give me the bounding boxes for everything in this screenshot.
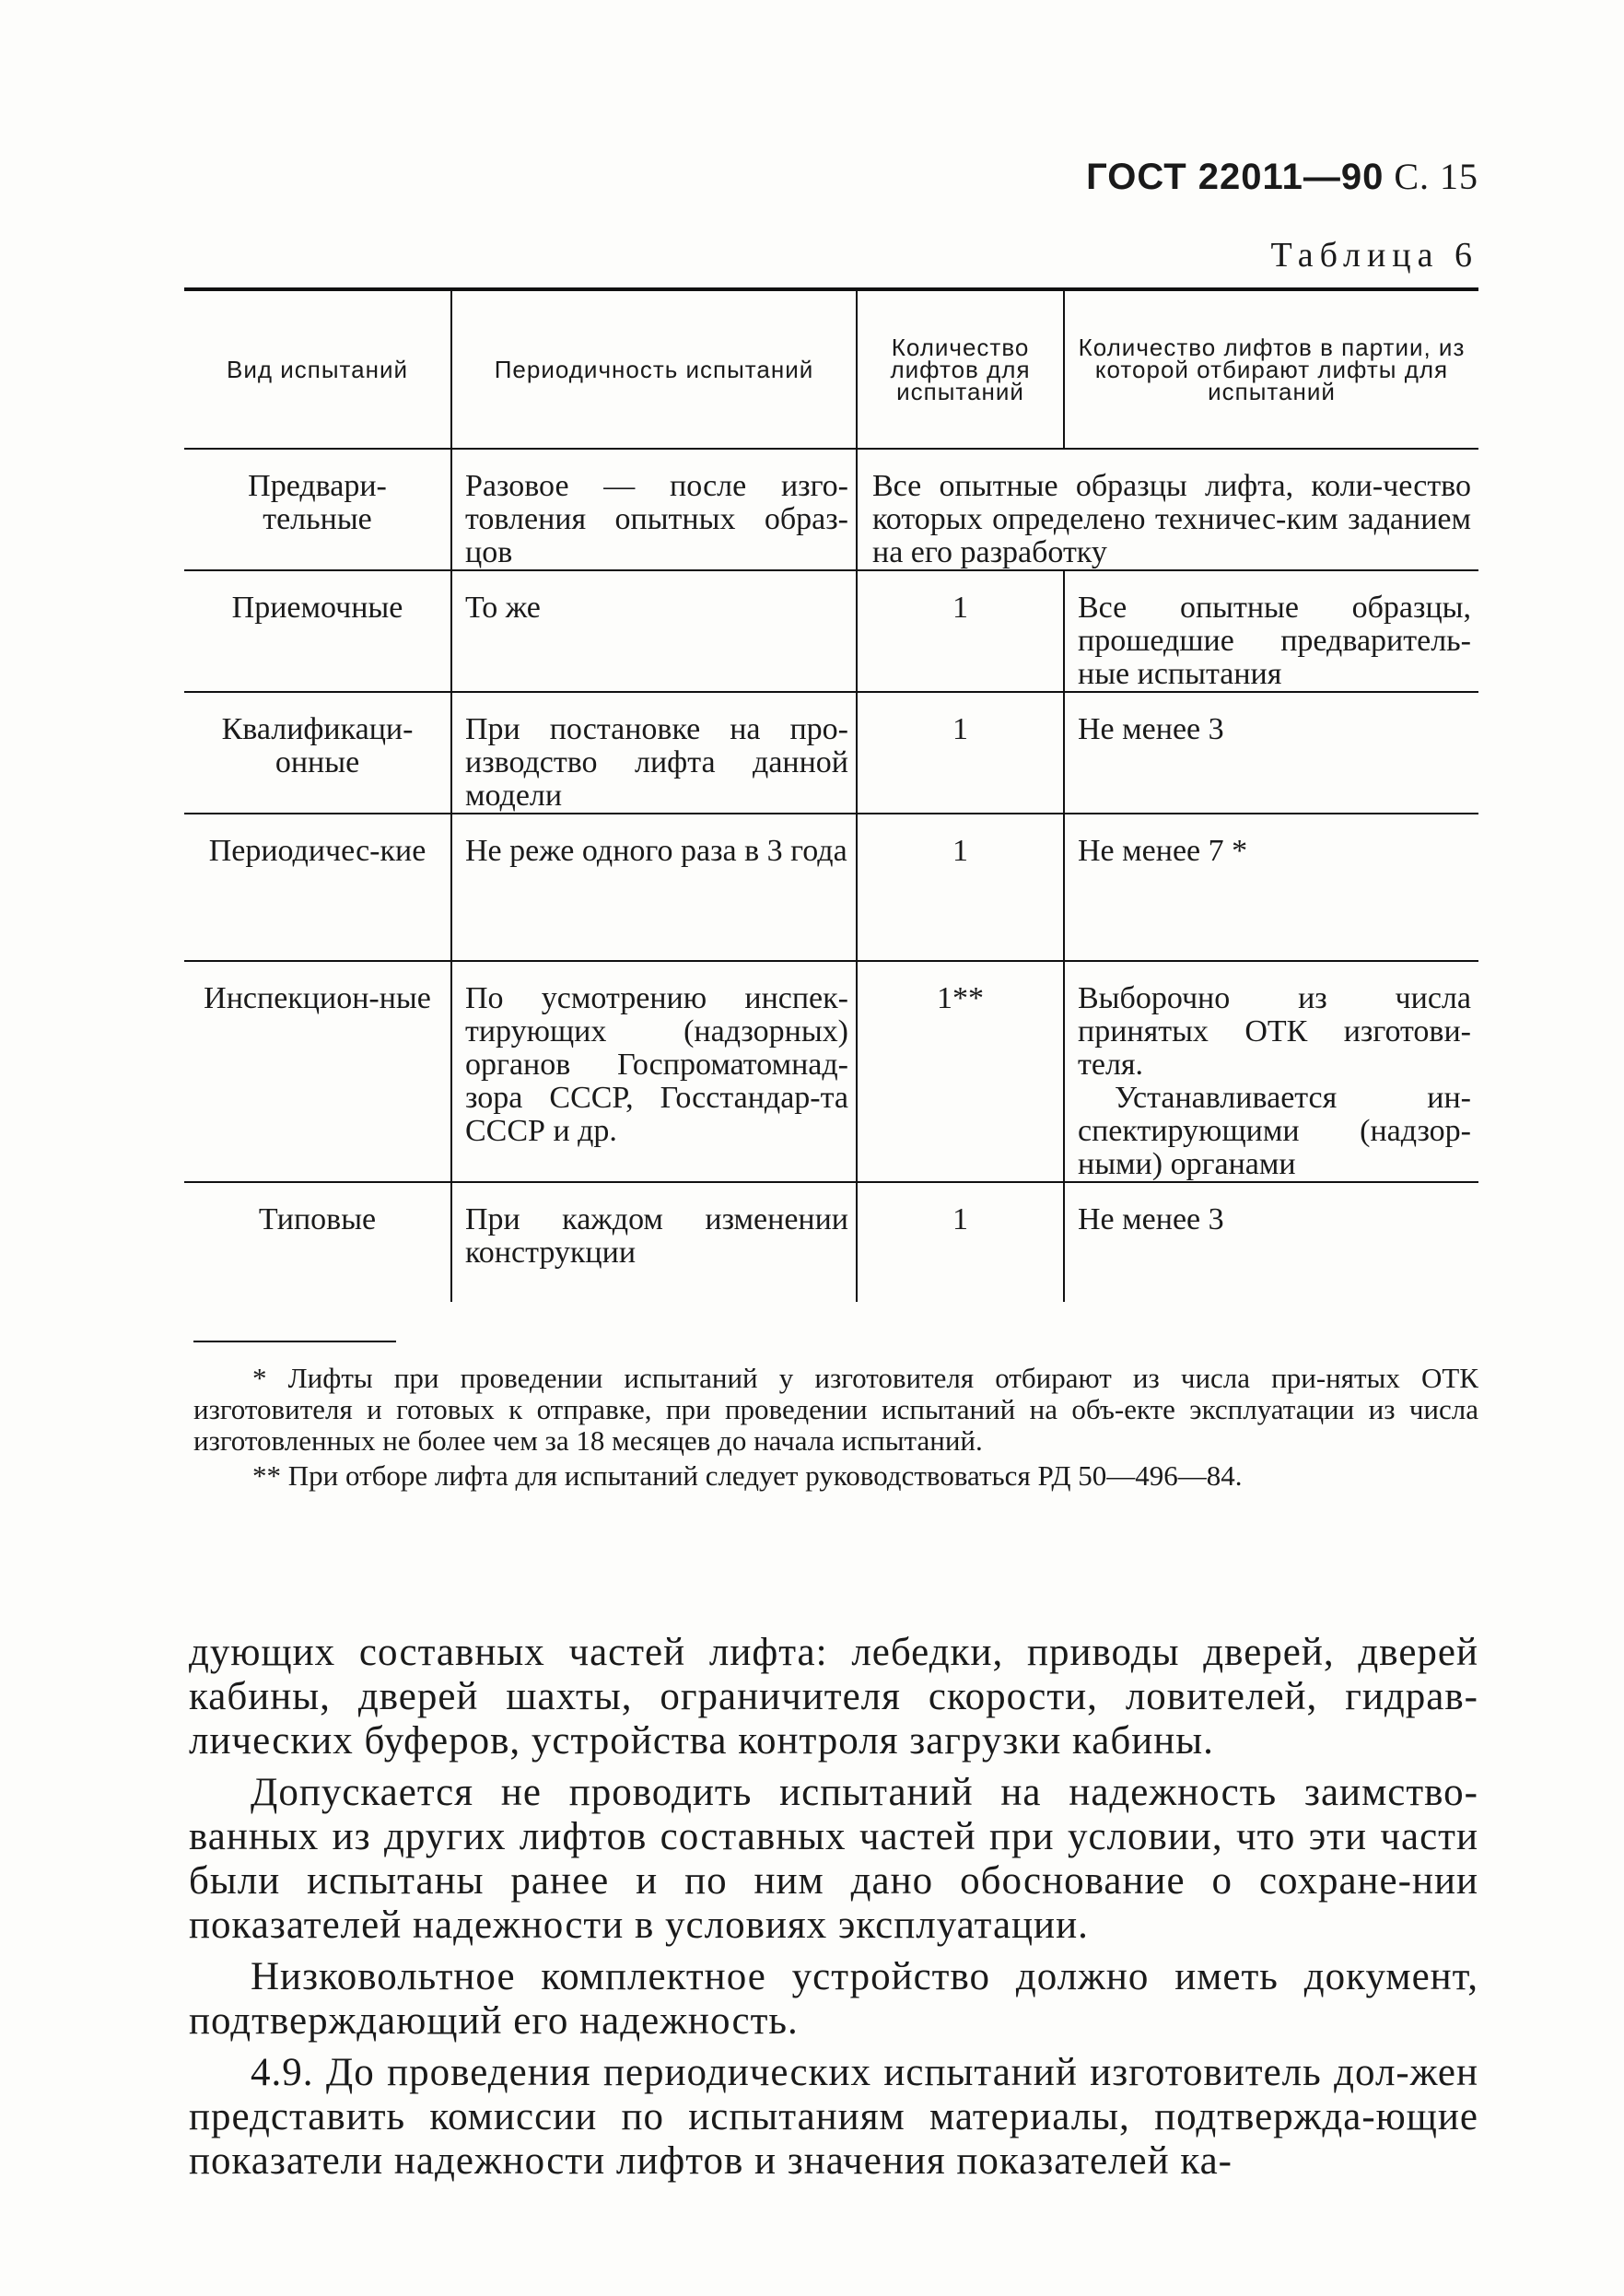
column-header-lot: Количество лифтов в партии, из которой отбирают лифты для испытаний (1064, 289, 1478, 449)
footnote: ** При отборе лифта для испытаний следует руководствоваться РД 50—496—84. (252, 1459, 1243, 1492)
table-header-row (184, 289, 1478, 449)
table-row (184, 961, 1478, 1182)
table-title: Таблица 6 (1270, 236, 1478, 275)
paragraph: дующих составных частей лифта: лебедки, приводы дверей, дверей кабины, дверей шахты, ограничителя скорости, ловителей, гидрав-лических буферов, устройства контроля загрузки кабины. (189, 1631, 1478, 1763)
count-cell: 1** (857, 961, 1064, 1182)
periodicity-cell: При постановке на про-изводство лифта данной модели (451, 692, 857, 814)
periodicity-cell: При каждом изменении конструкции (451, 1182, 857, 1302)
table-row (184, 570, 1478, 692)
count-cell: 1 (857, 1182, 1064, 1302)
lot-cell: Все опытные образцы, прошедшие предваритель-ные испытания (1064, 570, 1478, 692)
paragraph: Низковольтное комплектное устройство должно иметь документ, подтверждающий его надежность. (189, 1955, 1478, 2043)
table-row (184, 692, 1478, 814)
column-header-periodicity: Периодичность испытаний (451, 289, 857, 449)
test-type-cell: Приемочные (184, 570, 451, 692)
footnote-divider (193, 1341, 396, 1342)
paragraph: Допускается не проводить испытаний на надежность заимство-ванных из других лифтов составных частей при условии, что эти части были испытаны ранее и по ним дано обоснование о сохране-нии показателей надежности в условиях эксплуатации. (189, 1771, 1478, 1947)
lot-text: Выборочно из числа принятых ОТК изготови-теля. (1078, 981, 1471, 1082)
page-header (1086, 155, 1478, 198)
test-type-cell: Предвари-тельные (248, 469, 387, 536)
paragraph: 4.9. До проведения периодических испытаний изготовитель дол-жен представить комиссии по испытаниям материалы, подтвержда-ющие показатели надежности лифтов и значения показателей ка- (189, 2051, 1478, 2183)
periodicity-cell: Разовое — после изго-товления опытных образ-цов (451, 449, 857, 570)
count-cell: 1 (857, 692, 1064, 814)
footnotes (193, 1341, 1478, 1495)
test-type-cell: Типовые (184, 1182, 451, 1302)
count-cell: 1 (857, 814, 1064, 961)
table-row (184, 449, 1478, 570)
periodicity-cell: То же (451, 570, 857, 692)
merged-count-cell: Все опытные образцы лифта, коли-чество которых определено техничес-ким заданием на его разработку (857, 449, 1478, 570)
periodicity-cell: По усмотрению инспек-тирующих (надзорных) органов Госпроматомнад-зора СССР, Госстандар-та СССР и др. (451, 961, 857, 1182)
column-header-count: Количество лифтов для испытаний (857, 289, 1064, 449)
footnote: * Лифты при проведении испытаний у изготовителя отбирают из числа при-нятых ОТК изготовителя и готовых к отправке, при проведении испытаний на объ-екте эксплуатации из числа изготовленных не более чем за 18 месяцев до начала испытаний. (193, 1362, 1478, 1457)
table-row (184, 1182, 1478, 1302)
test-type-cell: Квалификаци-онные (184, 692, 451, 814)
lot-cell (1064, 961, 1478, 1182)
lot-cell: Не менее 3 (1064, 692, 1478, 814)
lot-cell: Не менее 3 (1064, 1182, 1478, 1302)
test-type-cell: Периодичес-кие (184, 814, 451, 961)
tests-table (184, 287, 1478, 1302)
test-type-cell: Инспекцион-ные (184, 961, 451, 1182)
table-row (184, 814, 1478, 961)
lot-cell: Не менее 7 * (1064, 814, 1478, 961)
periodicity-cell: Не реже одного раза в 3 года (451, 814, 857, 961)
lot-note: Устанавливается ин-спектирующими (надзор-ными) органами (1078, 1081, 1471, 1181)
body-text (189, 1631, 1478, 2191)
page-number: С. 15 (1394, 156, 1478, 197)
standard-number: ГОСТ 22011—90 (1086, 157, 1384, 197)
column-header-type: Вид испытаний (184, 289, 451, 449)
count-cell: 1 (857, 570, 1064, 692)
